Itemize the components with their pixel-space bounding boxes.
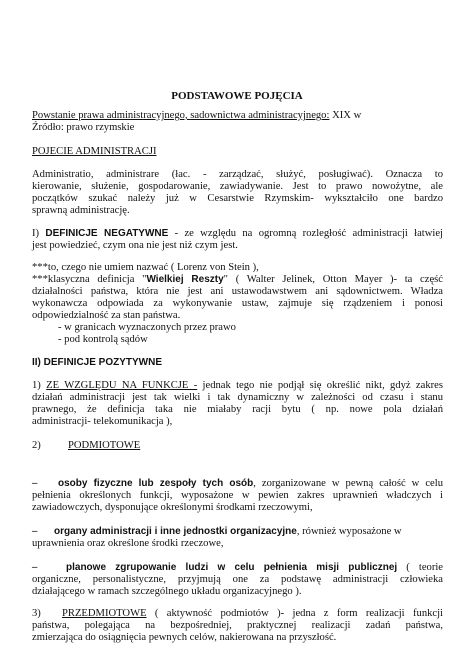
pos-p1-line-1 bbox=[32, 380, 443, 392]
pos-p1-link[interactable]: ZE WZGLĘDU NA FUNKCJE - bbox=[46, 380, 198, 391]
item2-rest: , również wyposażone w bbox=[296, 526, 402, 537]
pos-p3-line-3: zmierzająca do osiągnięcia pewnych celów, nakierowana na przyszłość. bbox=[32, 632, 337, 643]
pos-p2-num: 2) bbox=[32, 440, 41, 451]
admin-heading: POJECIE ADMINISTRACJI bbox=[32, 146, 157, 157]
pos-p1-num: 1) bbox=[32, 380, 47, 391]
neg-quote-2-a: ***klasyczna definicja " bbox=[32, 274, 147, 285]
pos-p3-rest: ( aktywność podmiotów )- jedna z form realizacji funkcji bbox=[146, 608, 443, 619]
origin-link[interactable]: Powstanie prawa administracyjnego, sadownictwa administracyjnego: bbox=[32, 110, 330, 121]
neg-quote-2-c: " ( Walter Jelinek, Otton Mayer )- ta część bbox=[223, 274, 443, 285]
neg-quote-1: ***to, czego nie umiem nazwać ( Lorenz von Stein ), bbox=[32, 262, 259, 273]
item3-line-1 bbox=[66, 562, 443, 574]
pos-p2-link[interactable]: PODMIOTOWE bbox=[68, 440, 141, 451]
pos-p3-num: 3) bbox=[32, 608, 41, 619]
neg-quote-2 bbox=[32, 274, 443, 286]
neg-line-1-rest: - ze względu na ogromną rozległość administracji łatwiej bbox=[168, 228, 443, 239]
admin-line-2: kierowanie, służenie, gospodarowanie, zawiadywanie. Jest to prawo nowożytne, ale bbox=[32, 181, 443, 192]
neg-quote-2-bold: Wielkiej Reszty bbox=[146, 274, 224, 285]
neg-bullet-1: - w granicach wyznaczonych przez prawo bbox=[58, 322, 236, 333]
item3-rest: ( teorie bbox=[397, 562, 443, 573]
page-title: PODSTAWOWE POJĘCIA bbox=[171, 90, 303, 102]
item2-dash: – bbox=[32, 526, 38, 537]
pos-p1-line-3: prawnego, że definicja taka nie miałaby racji bytu ( np. nowe pola działań bbox=[32, 404, 443, 415]
item1-dash: – bbox=[32, 478, 38, 489]
source-line: Źródło: prawo rzymskie bbox=[32, 122, 135, 133]
item1-rest: , zorganizowane w pewną całość w celu bbox=[253, 478, 443, 489]
item2-bold: organy administracji i inne jednostki organizacyjne bbox=[54, 526, 297, 537]
item3-line-3: działającego w ramach szczególnego układu organizacyjnego ). bbox=[32, 586, 302, 597]
pos-p1-line-2: działań administracji jest tak wielki i tak dynamiczny w zależności od czasu i stanu bbox=[32, 392, 443, 403]
pos-p3-link[interactable]: PRZEDMIOTOWE bbox=[62, 608, 147, 619]
neg-heading: DEFINICJE NEGATYWNE bbox=[45, 228, 169, 239]
item1-line-2: pełnienia określonych funkcji, wyposażone w pewien zakres uprawnień władczych i bbox=[32, 490, 443, 501]
admin-line-4: sprawną administrację. bbox=[32, 205, 130, 216]
item2-line-2: uprawnienia oraz określone środki rzeczowe, bbox=[32, 538, 224, 549]
pos-p1-rest: jednak tego nie podjął się określić nikt, gdyż zakres bbox=[197, 380, 443, 391]
neg-line-3: działalności państwa, która nie jest ani ustawodawstwem ani sądownictwem. Władza bbox=[32, 286, 443, 297]
admin-line-3: początków szukać należy już w Cesarstwie Rzymskim- wykształciło one bardzo bbox=[32, 193, 443, 204]
item3-bold: planowe zgrupowanie ludzi w celu pełnienia misji publicznej bbox=[66, 562, 398, 573]
origin-rest: XIX w bbox=[329, 110, 362, 121]
pos-heading: II) DEFINICJE POZYTYWNE bbox=[32, 357, 163, 368]
origin-line bbox=[32, 110, 361, 122]
item3-line-2: organiczne, personalistyczne, przyjmują one za podstawę administracji człowieka bbox=[32, 574, 443, 585]
neg-line-5: odpowiedzialność za stan państwa. bbox=[32, 310, 181, 321]
item1-line-1 bbox=[58, 478, 443, 490]
neg-prefix: I) bbox=[32, 228, 46, 239]
pos-p3-line-1 bbox=[62, 608, 443, 620]
item3-dash: – bbox=[32, 562, 38, 573]
neg-line-4: wykonawcza odpowiada za wykonywanie ustaw, zajmuje się rządzeniem i ponosi bbox=[32, 298, 443, 309]
item2-line-1 bbox=[54, 526, 402, 538]
item1-bold: osoby fizyczne lub zespoły tych osób bbox=[58, 478, 254, 489]
pos-p3-line-2: państwa, polegająca na bezpośredniej, praktycznej realizacji zadań państwa, bbox=[32, 620, 443, 631]
neg-bullet-2: - pod kontrolą sądów bbox=[58, 334, 148, 345]
pos-p1-line-4: administracji- telekomunikacja ), bbox=[32, 416, 173, 427]
neg-line-2: jest powiedzieć, czym ona nie jest niż czym jest. bbox=[32, 240, 238, 251]
item1-line-3: zawiadowczych, dysponujące określonymi środkami rzeczowymi, bbox=[32, 502, 313, 513]
neg-line-1 bbox=[32, 228, 443, 240]
admin-line-1: Administratio, administrare (łac. - zarządzać, służyć, posługiwać). Oznacza to bbox=[32, 169, 443, 180]
